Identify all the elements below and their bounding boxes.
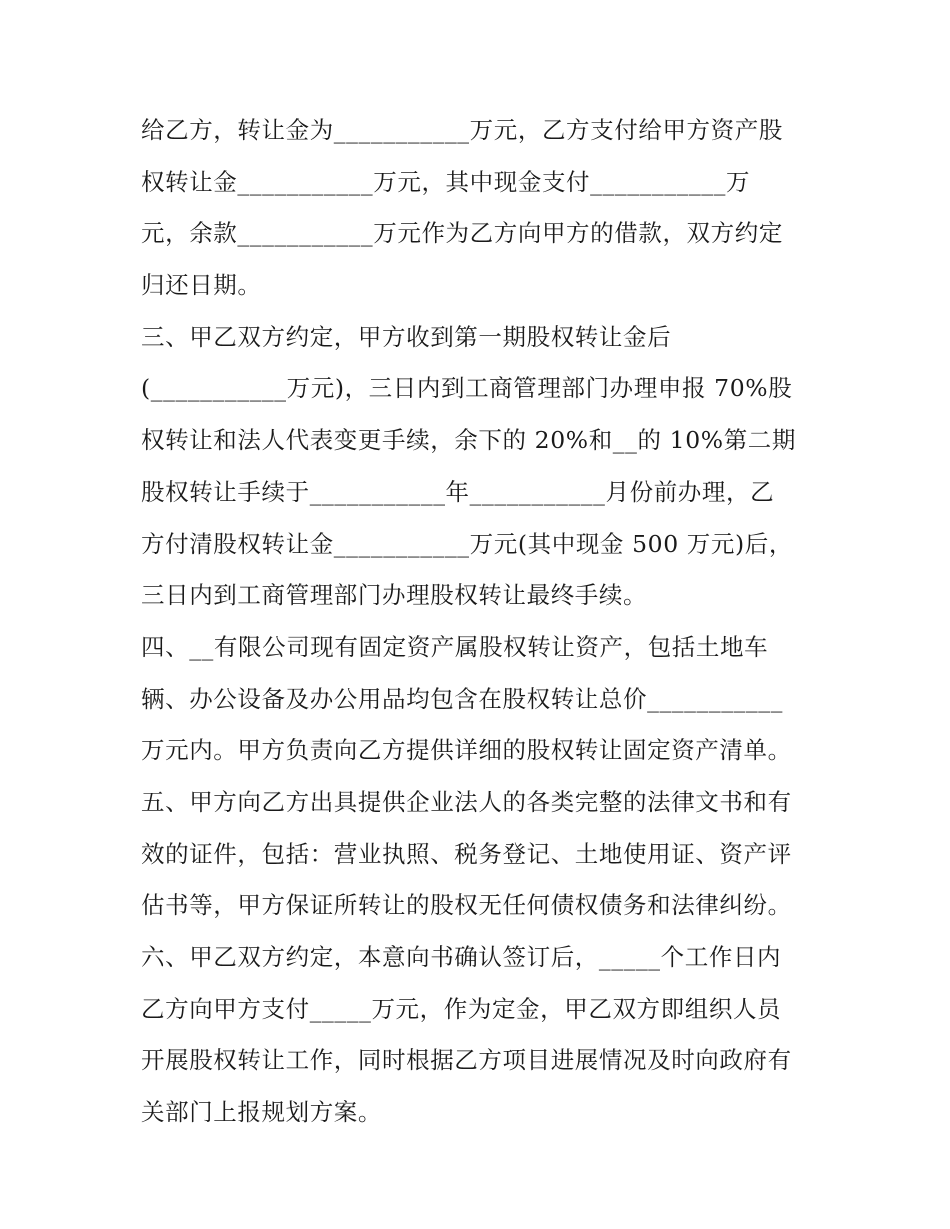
text-line: 权转让和法人代表变更手续，余下的 20%和__的 10%第二期 <box>141 426 797 455</box>
clause-six-line: 六、甲乙双方约定，本意向书确认签订后，_____个工作日内 <box>141 943 782 971</box>
text-line: 股权转让手续于___________年___________月份前办理，乙 <box>141 477 775 506</box>
clause-five-line: 五、甲方向乙方出具提供企业法人的各类完整的法律文书和有 <box>141 787 792 816</box>
text-line: 权转让金___________万元，其中现金支付___________万 <box>141 167 751 196</box>
text-line: (___________万元)，三日内到工商管理部门办理申报 70%股 <box>141 374 793 403</box>
text-line: 辆、办公设备及办公用品均包含在股权转让总价___________ <box>141 684 783 713</box>
text-line: 关部门上报规划方案。 <box>141 1098 382 1127</box>
text-line: 给乙方，转让金为___________万元，乙方支付给甲方资产股 <box>141 116 783 144</box>
text-line: 开展股权转让工作，同时根据乙方项目进展情况及时向政府有 <box>141 1046 792 1075</box>
text-line: 方付清股权转让金___________万元(其中现金 500 万元)后， <box>141 529 793 558</box>
text-line: 元，余款___________万元作为乙方向甲方的借款，双方约定 <box>141 219 783 248</box>
text-line: 三日内到工商管理部门办理股权转让最终手续。 <box>141 581 648 610</box>
text-line: 万元内。甲方负责向乙方提供详细的股权转让固定资产清单。 <box>141 736 792 765</box>
text-line: 乙方向甲方支付_____万元，作为定金，甲乙双方即组织人员 <box>141 994 782 1023</box>
text-line: 效的证件，包括：营业执照、税务登记、土地使用证、资产评 <box>141 839 792 868</box>
clause-three-line: 三、甲乙双方约定，甲方收到第一期股权转让金后 <box>141 322 672 351</box>
document-body <box>141 105 821 1139</box>
text-line: 估书等，甲方保证所转让的股权无任何债权债务和法律纠纷。 <box>141 891 792 920</box>
clause-four-line: 四、__有限公司现有固定资产属股权转让资产，包括土地车 <box>141 632 769 661</box>
text-line: 归还日期。 <box>141 271 262 300</box>
